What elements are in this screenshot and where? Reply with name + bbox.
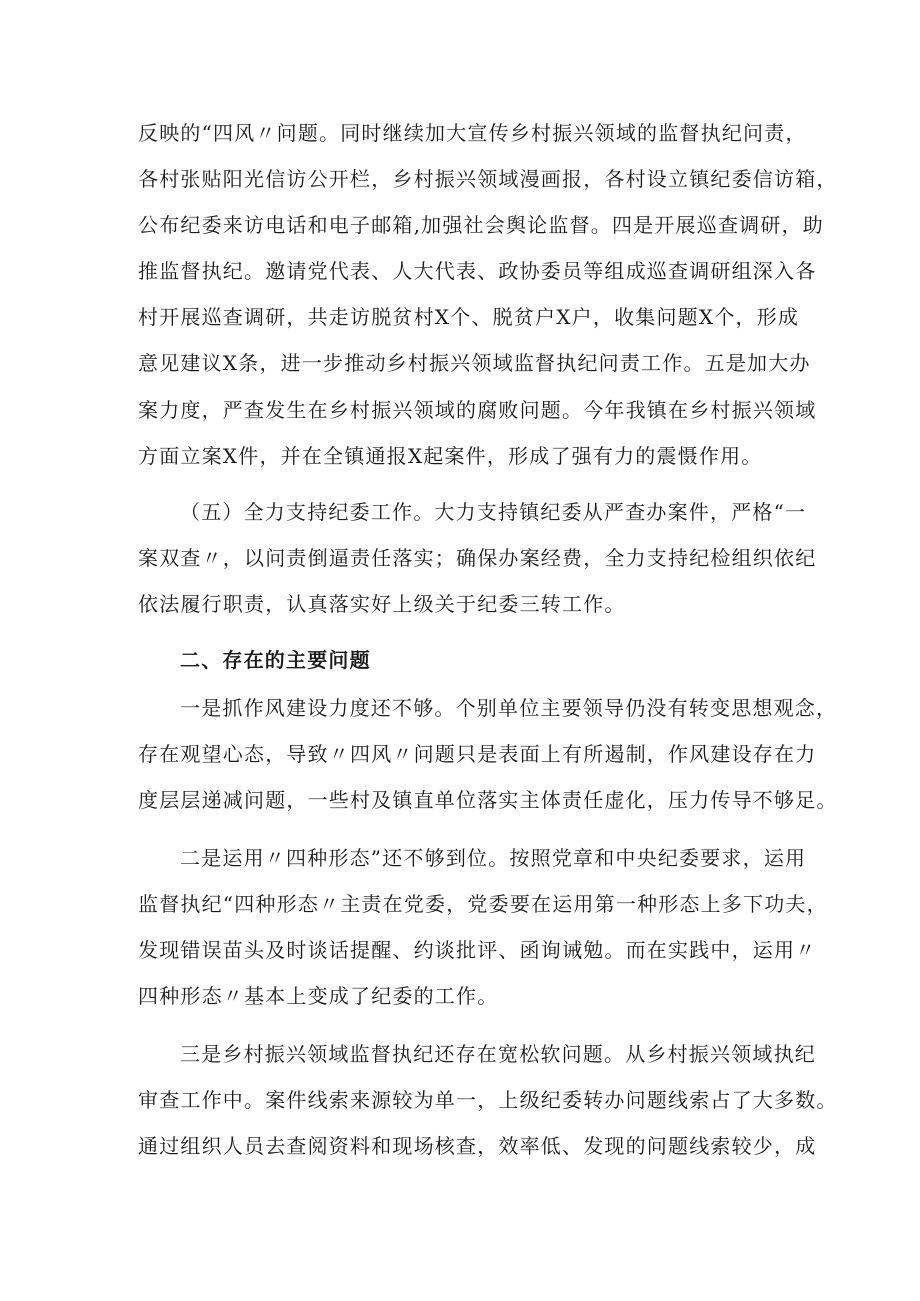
text-line: 审查工作中。案件线索来源较为单一，上级纪委转办问题线索占了大多数。 (138, 1088, 838, 1112)
text-line: 四种形态〃基本上变成了纪委的工作。 (138, 984, 499, 1008)
text-line: 推监督执纪。邀请党代表、人大代表、政协委员等组成巡查调研组深入各 (138, 259, 817, 283)
paragraph-start-line: （五）全力支持纪委工作。大力支持镇纪委从严查办案件，严格“一 (180, 500, 807, 524)
text-line: 度层层递减问题，一些村及镇直单位落实主体责任虚化，压力传导不够足。 (138, 788, 838, 812)
text-line: 案力度，严查发生在乡村振兴领域的腐败问题。今年我镇在乡村振兴领域 (138, 398, 817, 422)
text-line: 村开展巡查调研，共走访脱贫村X个、脱贫户X户，收集问题X个，形成 (138, 305, 800, 329)
text-line: 意见建议X条，进一步推动乡村振兴领域监督执纪问责工作。五是加大办 (138, 351, 811, 375)
text-line: 存在观望心态，导致〃四风〃问题只是表面上有所遏制，作风建设存在力 (138, 742, 817, 766)
text-line: 监督执纪“四种形态〃主责在党委，党委要在运用第一种形态上多下功夫， (138, 892, 828, 916)
text-line: 案双查〃，以问责倒逼责任落实；确保办案经费，全力支持纪检组织依纪 (138, 546, 817, 570)
paragraph-start-line: 三是乡村振兴领域监督执纪还存在宽松软问题。从乡村振兴领域执纪 (180, 1042, 816, 1066)
text-line: 各村张贴阳光信访公开栏，乡村振兴领域漫画报，各村设立镇纪委信访箱， (138, 167, 838, 191)
text-line: 方面立案X件，并在全镇通报X起案件，形成了强有力的震慑作用。 (138, 444, 763, 468)
section-heading: 二、存在的主要问题 (180, 648, 371, 672)
paragraph-start-line: 一是抓作风建设力度还不够。个别单位主要领导仍没有转变思想观念， (180, 696, 838, 720)
text-line: 通过组织人员去查阅资料和现场核查，效率低、发现的问题线索较少，成 (138, 1134, 817, 1158)
paragraph-start-line: 二是运用〃四种形态”还不够到位。按照党章和中央纪委要求，运用 (180, 846, 807, 870)
text-line: 公布纪委来访电话和电子邮箱,加强社会舆论监督。四是开展巡查调研，助 (138, 213, 824, 237)
text-line: 反映的“四风〃问题。同时继续加大宣传乡村振兴领域的监督执纪问责， (138, 121, 807, 145)
text-line: 发现错误苗头及时谈话提醒、约谈批评、函询诫勉。而在实践中，运用〃 (138, 938, 817, 962)
text-line: 依法履行职责，认真落实好上级关于纪委三转工作。 (138, 592, 626, 616)
